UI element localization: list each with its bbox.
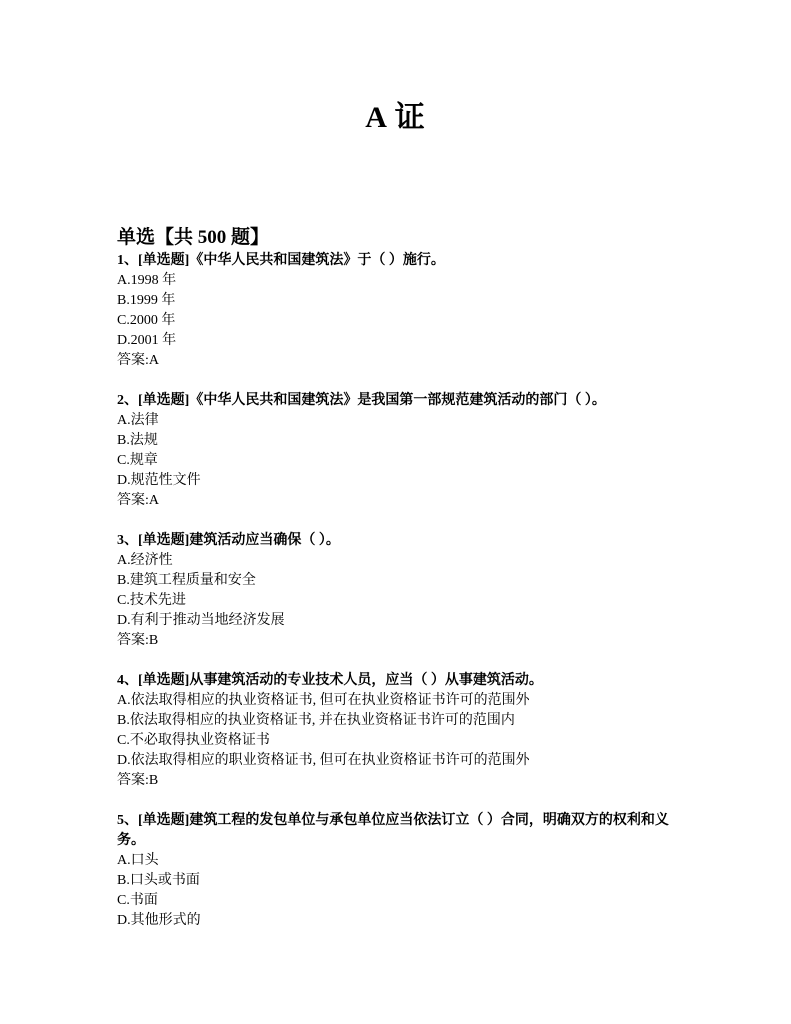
option-d: D.规范性文件 — [117, 473, 201, 488]
section-heading: 单选【共 500 题】 — [117, 227, 270, 248]
answer-line: 答案:A — [117, 353, 159, 368]
document-title: A 证 — [365, 101, 426, 134]
option-b: B.口头或书面 — [117, 873, 200, 888]
option-c: C.2000 年 — [117, 313, 176, 328]
question-3 — [117, 531, 677, 651]
question-stem: 1、[单选题]《中华人民共和国建筑法》于（ ）施行。 — [117, 253, 445, 268]
option-a: A.口头 — [117, 853, 159, 868]
question-5 — [117, 811, 677, 931]
option-b: B.法规 — [117, 433, 158, 448]
option-c: C.技术先进 — [117, 593, 186, 608]
answer-line: 答案:B — [117, 773, 159, 788]
option-b: B.依法取得相应的执业资格证书, 并在执业资格证书许可的范围内 — [117, 713, 515, 728]
option-d: D.2001 年 — [117, 333, 177, 348]
option-b: B.建筑工程质量和安全 — [117, 573, 256, 588]
answer-line: 答案:A — [117, 493, 159, 508]
option-d: D.依法取得相应的职业资格证书, 但可在执业资格证书许可的范围外 — [117, 753, 530, 768]
option-c: C.规章 — [117, 453, 158, 468]
option-a: A.1998 年 — [117, 273, 177, 288]
question-stem: 4、[单选题]从事建筑活动的专业技术人员，应当（ ）从事建筑活动。 — [117, 673, 543, 688]
option-d: D.其他形式的 — [117, 913, 201, 928]
question-1 — [117, 251, 677, 371]
option-a: A.经济性 — [117, 553, 173, 568]
option-c: C.书面 — [117, 893, 158, 908]
question-stem: 5、[单选题]建筑工程的发包单位与承包单位应当依法订立（ ）合同，明确双方的权利和义务。 — [117, 813, 669, 848]
question-stem: 3、[单选题]建筑活动应当确保（ ）。 — [117, 533, 340, 548]
option-a: A.法律 — [117, 413, 159, 428]
question-4 — [117, 671, 677, 791]
option-a: A.依法取得相应的执业资格证书, 但可在执业资格证书许可的范围外 — [117, 693, 530, 708]
question-stem: 2、[单选题]《中华人民共和国建筑法》是我国第一部规范建筑活动的部门（ ）。 — [117, 393, 606, 408]
option-c: C.不必取得执业资格证书 — [117, 733, 270, 748]
question-2 — [117, 391, 677, 511]
option-d: D.有利于推动当地经济发展 — [117, 613, 285, 628]
answer-line: 答案:B — [117, 633, 159, 648]
document-content — [117, 225, 677, 951]
option-b: B.1999 年 — [117, 293, 176, 308]
